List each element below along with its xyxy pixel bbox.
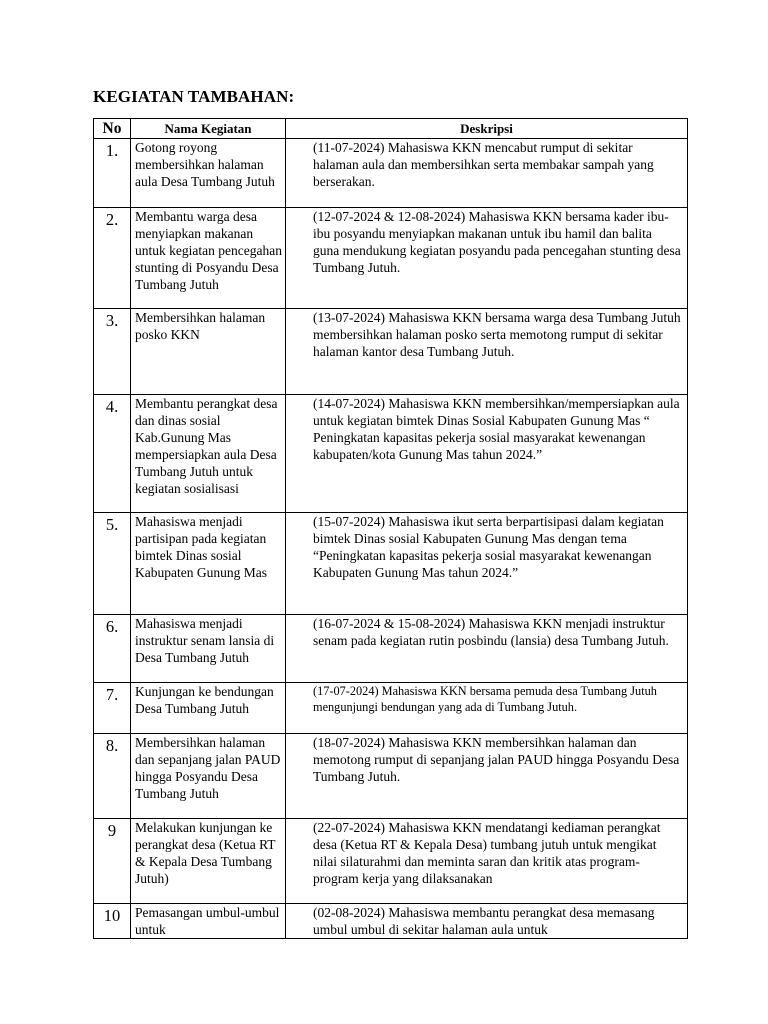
activity-description: (17-07-2024) Mahasiswa KKN bersama pemuda desa Tumbang Jutuh mengunjungi bendungan yang ada di Tumbang Jutuh. (286, 683, 688, 734)
activity-description: (14-07-2024) Mahasiswa KKN membersihkan/mempersiapkan aula untuk kegiatan bimtek Dinas Sosial Kabupaten Gunung Mas “ Peningkatan kapasitas pekerja sosial masyarakat kewenangan kabupaten/kota Gunung Mas tahun 2024.” (286, 395, 688, 513)
activity-description: (13-07-2024) Mahasiswa KKN bersama warga desa Tumbang Jutuh membersihkan halaman posko serta memotong rumput di sekitar halaman kantor desa Tumbang Jutuh. (286, 309, 688, 395)
table-row (94, 819, 688, 904)
activity-description: (22-07-2024) Mahasiswa KKN mendatangi kediaman perangkat desa (Ketua RT & Kepala Desa) tumbang jutuh untuk mengikat nilai silaturahmi dan meminta saran dan kritik atas program-program kerja yang dilaksanakan (286, 819, 688, 904)
page-title: KEGIATAN TAMBAHAN: (93, 87, 295, 106)
activity-description: (12-07-2024 & 12-08-2024) Mahasiswa KKN bersama kader ibu-ibu posyandu menyiapkan makanan untuk ibu hamil dan balita guna mendukung kegiatan posyandu pada pencegahan stunting desa Tumbang Jutuh. (286, 208, 688, 309)
activity-description: (11-07-2024) Mahasiswa KKN mencabut rumput di sekitar halaman aula dan membersihkan serta membakar sampah yang berserakan. (286, 139, 688, 208)
activity-description: (02-08-2024) Mahasiswa membantu perangkat desa memasang umbul umbul di sekitar halaman aula untuk (286, 904, 688, 939)
row-number: 1. (94, 139, 131, 208)
activity-name: Gotong royong membersihkan halaman aula Desa Tumbang Jutuh (131, 139, 286, 208)
header-nama-kegiatan: Nama Kegiatan (131, 119, 286, 139)
activity-name: Kunjungan ke bendungan Desa Tumbang Jutuh (131, 683, 286, 734)
table-row (94, 309, 688, 395)
header-no: No (94, 119, 131, 139)
row-number: 2. (94, 208, 131, 309)
activity-description: (15-07-2024) Mahasiswa ikut serta berpartisipasi dalam kegiatan bimtek Dinas sosial Kabupaten Gunung Mas dengan tema “Peningkatan kapasitas pekerja sosial masyarakat kewenangan Kabupaten Gunung Mas tahun 2024.” (286, 513, 688, 615)
table-row (94, 208, 688, 309)
row-number: 8. (94, 734, 131, 819)
activity-name: Mahasiswa menjadi partisipan pada kegiatan bimtek Dinas sosial Kabupaten Gunung Mas (131, 513, 286, 615)
row-number: 7. (94, 683, 131, 734)
activities-table (93, 118, 688, 939)
row-number: 10 (94, 904, 131, 939)
activity-name: Pemasangan umbul-umbul untuk (131, 904, 286, 939)
activity-name: Melakukan kunjungan ke perangkat desa (Ketua RT & Kepala Desa Tumbang Jutuh) (131, 819, 286, 904)
table-row (94, 615, 688, 683)
table-row (94, 904, 688, 939)
table-row (94, 395, 688, 513)
table-header-row (94, 119, 688, 139)
row-number: 4. (94, 395, 131, 513)
activity-name: Mahasiswa menjadi instruktur senam lansia di Desa Tumbang Jutuh (131, 615, 286, 683)
row-number: 5. (94, 513, 131, 615)
table-row (94, 513, 688, 615)
row-number: 9 (94, 819, 131, 904)
table-row (94, 734, 688, 819)
table-row (94, 683, 688, 734)
row-number: 3. (94, 309, 131, 395)
activity-name: Membersihkan halaman posko KKN (131, 309, 286, 395)
activity-name: Membersihkan halaman dan sepanjang jalan PAUD hingga Posyandu Desa Tumbang Jutuh (131, 734, 286, 819)
activity-description: (16-07-2024 & 15-08-2024) Mahasiswa KKN menjadi instruktur senam pada kegiatan rutin posbindu (lansia) desa Tumbang Jutuh. (286, 615, 688, 683)
activity-name: Membantu perangkat desa dan dinas sosial Kab.Gunung Mas mempersiapkan aula Desa Tumbang Jutuh untuk kegiatan sosialisasi (131, 395, 286, 513)
activity-description: (18-07-2024) Mahasiswa KKN membersihkan halaman dan memotong rumput di sepanjang jalan PAUD hingga Posyandu Desa Tumbang Jutuh. (286, 734, 688, 819)
row-number: 6. (94, 615, 131, 683)
table-row (94, 139, 688, 208)
header-deskripsi: Deskripsi (286, 119, 688, 139)
activity-name: Membantu warga desa menyiapkan makanan untuk kegiatan pencegahan stunting di Posyandu Desa Tumbang Jutuh (131, 208, 286, 309)
